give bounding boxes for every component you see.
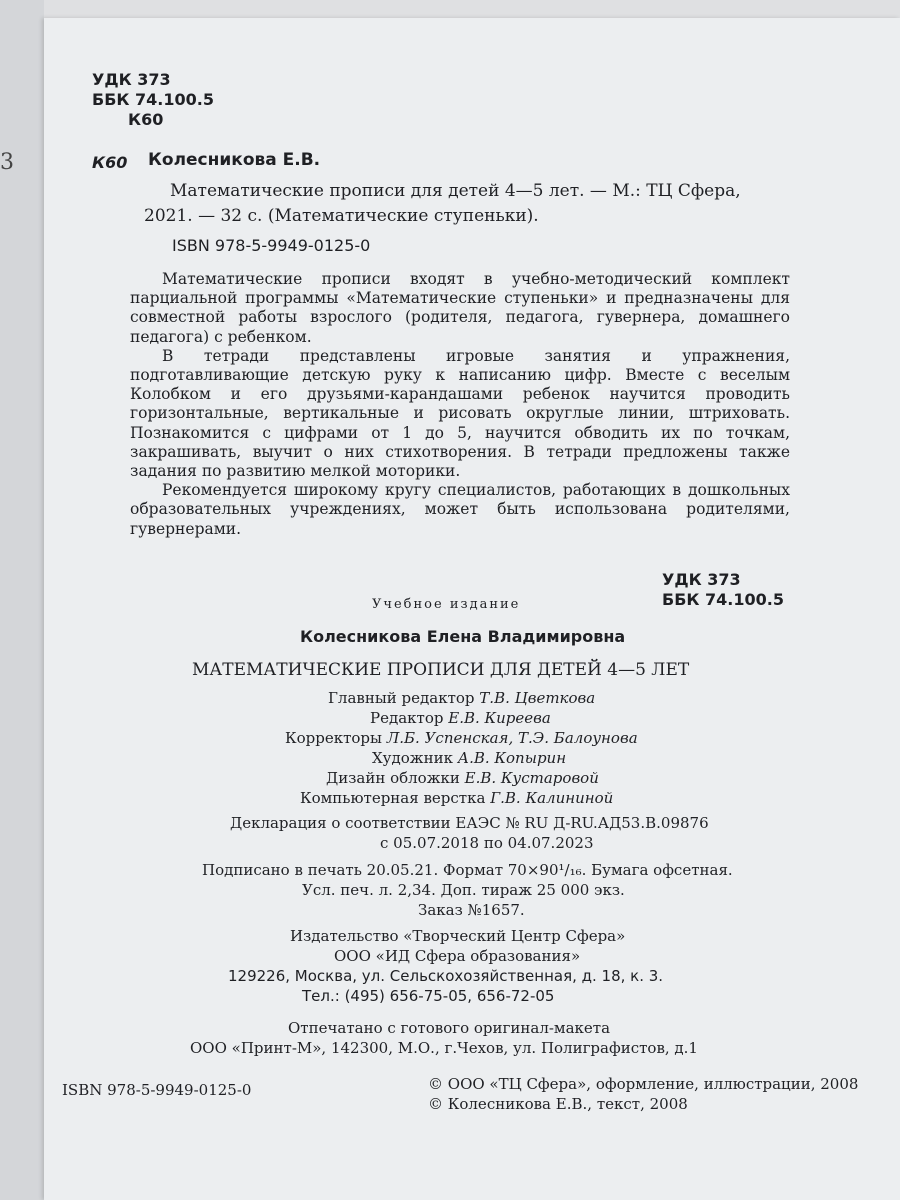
- edition-type: Учебное издание: [372, 597, 521, 612]
- annotation: [130, 270, 790, 539]
- publisher-address: 129226, Москва, ул. Сельскохозяйственная, д. 18, к. 3.: [228, 967, 664, 985]
- print-info-line2: Усл. печ. л. 2,34. Доп. тираж 25 000 экз.: [302, 881, 625, 899]
- bbk-label-2: ББК 74.100.5: [662, 590, 784, 609]
- bbk-label: ББК 74.100.5: [92, 90, 214, 109]
- biblio-line2: 2021. — 32 с. (Математические ступеньки).: [144, 206, 539, 226]
- biblio-isbn: ISBN 978-5-9949-0125-0: [172, 236, 371, 255]
- book-title: МАТЕМАТИЧЕСКИЕ ПРОПИСИ ДЛЯ ДЕТЕЙ 4—5 ЛЕТ: [192, 660, 690, 680]
- credit-chief-editor: Главный редактор Т.В. Цветкова: [328, 689, 596, 707]
- footer-isbn: ISBN 978-5-9949-0125-0: [62, 1081, 252, 1099]
- annotation-paragraph: Рекомендуется широкому кругу специалистов, работающих в дошкольных образовательных учреждениях, может быть использована родителями, гувернерами.: [130, 481, 790, 538]
- credit-cover-design: Дизайн обложки Е.В. Кустаровой: [326, 769, 599, 787]
- udk-label: УДК 373: [92, 70, 171, 89]
- biblio-code: К60: [92, 153, 128, 172]
- credit-editor: Редактор Е.В. Киреева: [370, 709, 551, 727]
- biblio-author: Колесникова Е.В.: [148, 150, 321, 170]
- copyright-author: © Колесникова Е.В., текст, 2008: [428, 1095, 688, 1113]
- declaration-line1: Декларация о соответствии ЕАЭС № RU Д-RU.АД53.В.09876: [230, 814, 709, 832]
- margin-mark: 3: [0, 150, 14, 175]
- copyright-publisher: © ООО «ТЦ Сфера», оформление, иллюстрации, 2008: [428, 1075, 859, 1093]
- page-gutter: [0, 0, 44, 1200]
- declaration-line2: с 05.07.2018 по 04.07.2023: [380, 834, 594, 852]
- udk-label-2: УДК 373: [662, 570, 741, 589]
- credit-artist: Художник А.В. Копырин: [372, 749, 567, 767]
- annotation-paragraph: В тетради представлены игровые занятия и упражнения, подготавливающие детскую руку к написанию цифр. Вместе с веселым Колобком и его друзьями-карандашами ребенок научится проводить горизонтальные, вертикальные и рисовать округлые линии, штриховать. Познакомится с цифрами от 1 до 5, научится обводить их по точкам, закрашивать, выучит о них стихотворения. В тетради предложены также задания по развитию мелкой моторики.: [130, 346, 790, 481]
- biblio-line1: Математические прописи для детей 4—5 лет. — М.: ТЦ Сфера,: [170, 181, 741, 201]
- publisher-line1: Издательство «Творческий Центр Сфера»: [290, 927, 626, 945]
- print-info-line3: Заказ №1657.: [418, 901, 525, 919]
- annotation-paragraph: Математические прописи входят в учебно-методический комплект парциальной программы «Математические ступеньки» и предназначены для совместной работы взрослого (родителя, педагога, гувернера, домашнего педагога) с ребенком.: [130, 270, 790, 346]
- author-full-name: Колесникова Елена Владимировна: [300, 627, 626, 646]
- author-code: К60: [128, 110, 164, 129]
- print-info-line1: Подписано в печать 20.05.21. Формат 70×90¹/₁₆. Бумага офсетная.: [202, 861, 733, 879]
- credit-proofreaders: Корректоры Л.Б. Успенская, Т.Э. Балоунова: [285, 729, 638, 747]
- publisher-phone: Тел.: (495) 656-75-05, 656-72-05: [302, 987, 555, 1005]
- printer-line2: ООО «Принт-М», 142300, М.О., г.Чехов, ул. Полиграфистов, д.1: [190, 1039, 698, 1057]
- publisher-line2: ООО «ИД Сфера образования»: [334, 947, 581, 965]
- credit-layout: Компьютерная верстка Г.В. Калининой: [300, 789, 614, 807]
- printer-line1: Отпечатано с готового оригинал-макета: [288, 1019, 611, 1037]
